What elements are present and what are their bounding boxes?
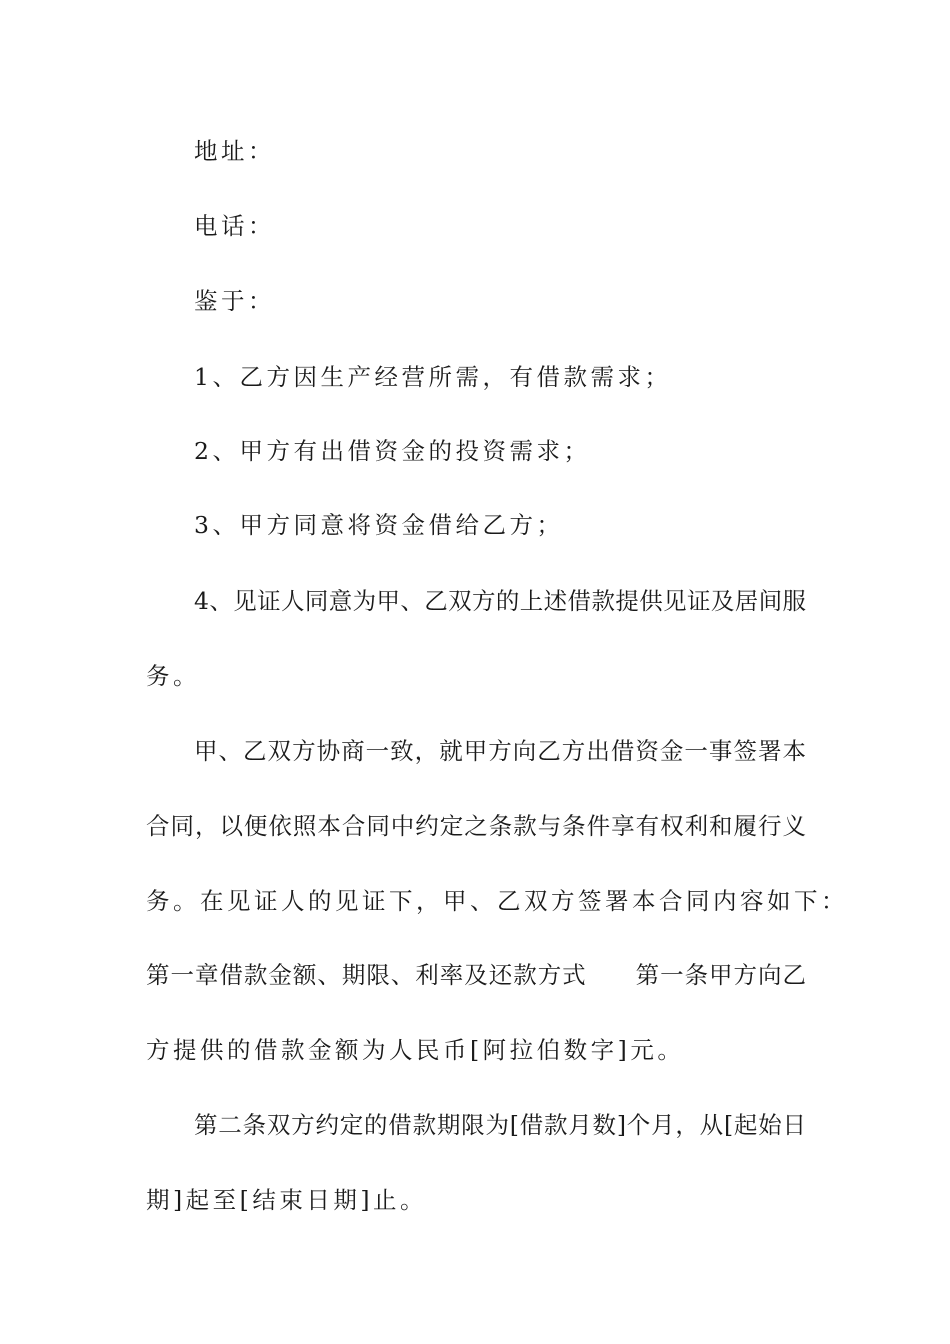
- phone-label: 电话：: [194, 212, 275, 240]
- recital-1: 1、乙方因生产经营所需，有借款需求；: [194, 363, 672, 391]
- recital-2: 2、甲方有出借资金的投资需求；: [194, 437, 591, 465]
- agreement-paragraph-line-3: 务。在见证人的见证下，甲、乙双方签署本合同内容如下：: [146, 887, 848, 915]
- agreement-paragraph-line-1: 甲、乙双方协商一致，就甲方向乙方出借资金一事签署本: [194, 737, 806, 765]
- article-two-line-2: 期]起至[结束日期]止。: [146, 1186, 428, 1214]
- recital-3: 3、甲方同意将资金借给乙方；: [194, 511, 564, 539]
- article-two-line-1: 第二条双方约定的借款期限为[借款月数]个月，从[起始日: [194, 1111, 806, 1139]
- recital-4-line-1: 4、见证人同意为甲、乙双方的上述借款提供见证及居间服: [194, 587, 806, 615]
- whereas-label: 鉴于：: [194, 287, 275, 315]
- agreement-paragraph-line-2: 合同，以便依照本合同中约定之条款与条件享有权利和履行义: [146, 812, 806, 840]
- address-label: 地址：: [194, 137, 275, 165]
- article-one-continuation: 方提供的借款金额为人民币[阿拉伯数字]元。: [146, 1036, 685, 1064]
- chapter-one-heading-and-article-one: 第一章借款金额、期限、利率及还款方式 第一条甲方向乙: [146, 961, 806, 989]
- recital-4-line-2: 务。: [146, 662, 200, 690]
